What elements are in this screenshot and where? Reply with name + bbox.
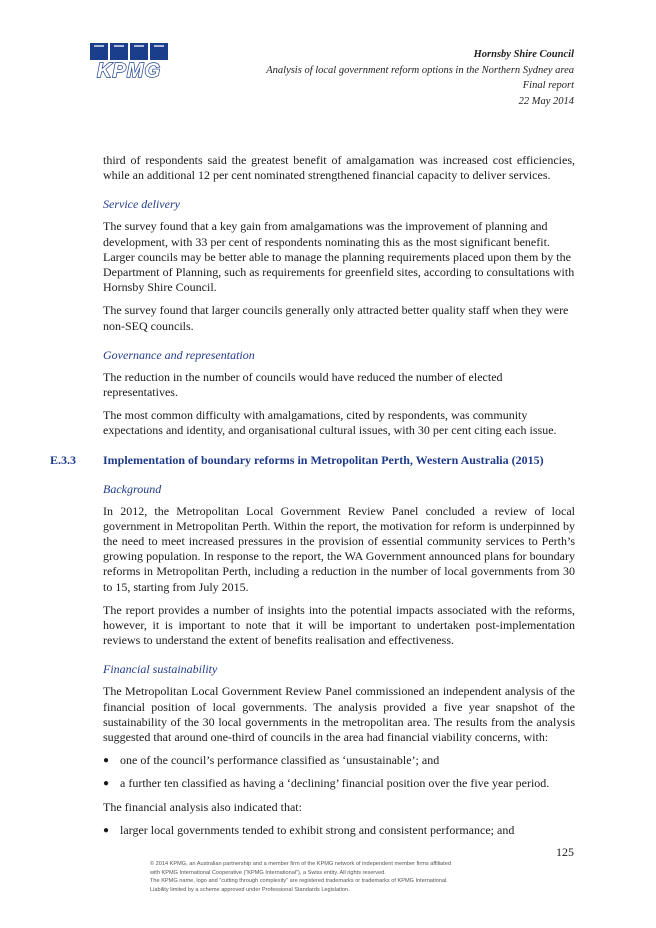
background-paragraph-1: In 2012, the Metropolitan Local Government Review Panel concluded a review of local government in Metropolitan Perth. Within the report, the motivation for reform is underpinned by the need to meet increased pressures in the provision of essential community services to Perth’s growing population. In response to the report, the WA Government announced plans for boundary reforms in Metropolitan Perth, including a reduction in the number of local governments from 30 to 15, starting from July 2015. [103, 503, 575, 594]
logo-text: KPMG [97, 60, 161, 81]
footer-line: Liability limited by a scheme approved under Professional Standards Legislation. [150, 886, 350, 893]
list-item [103, 753, 575, 768]
header-report-type: Final report [522, 80, 574, 91]
header-date: 22 May 2014 [518, 95, 574, 107]
header-subtitle: Analysis of local government reform options in the Northern Sydney area [266, 64, 574, 76]
footer-line: with KPMG International Cooperative (“KPMG International”), a Swiss entity. All rights reserved. [150, 869, 386, 876]
bullet-icon: ● [103, 778, 110, 790]
intro-paragraph: third of respondents said the greatest benefit of amalgamation was increased cost efficiencies, while an additional 12 per cent nominated strengthened financial capacity to deliver services. [103, 153, 575, 183]
footer-line: © 2014 KPMG, an Australian partnership and a member firm of the KPMG network of independent member firms affiliated [150, 861, 451, 867]
footer-copyright [150, 860, 550, 894]
section-title: Implementation of boundary reforms in Metropolitan Perth, Western Australia (2015) [103, 452, 544, 467]
financial-paragraph: The Metropolitan Local Government Review Panel commissioned an independent analysis of the financial position of local governments. The analysis provided a five year snapshot of the sustainability of the 30 local governments in the metropolitan area. The results from the analysis suggested that around one-third of councils in the area had financial viability concerns, with: [103, 684, 575, 745]
header-org: Hornsby Shire Council [473, 49, 574, 60]
governance-paragraph-1: The reduction in the number of councils would have reduced the number of elected representatives. [103, 369, 503, 400]
heading-governance: Governance and representation [103, 347, 255, 362]
list-item [103, 823, 575, 838]
bullet-text: one of the council’s performance classified as ‘unsustainable’; and [120, 753, 440, 768]
heading-financial: Financial sustainability [103, 662, 218, 677]
section-number: E.3.3 [50, 452, 77, 467]
bullet-text: a further ten classified as having a ‘declining’ financial position over the five year period. [120, 776, 550, 791]
list-item [103, 776, 575, 791]
governance-paragraph-2: The most common difficulty with amalgamations, cited by respondents, was community expectations and identity, and organisational cultural issues, with 30 per cent citing each issue. [103, 408, 557, 438]
bullet-icon: ● [103, 824, 110, 836]
document-header [266, 47, 574, 109]
bullet-icon: ● [103, 755, 110, 767]
kpmg-logo [88, 43, 172, 81]
section-heading [50, 453, 575, 468]
page-body [50, 153, 575, 846]
page-number: 125 [556, 845, 574, 859]
heading-background: Background [103, 481, 162, 496]
financial-paragraph-2: The financial analysis also indicated that: [103, 799, 302, 814]
heading-service-delivery: Service delivery [103, 197, 180, 212]
bullet-text: larger local governments tended to exhibit strong and consistent performance; and [120, 822, 515, 837]
service-delivery-paragraph-1: The survey found that a key gain from amalgamations was the improvement of planning and development, with 33 per cent of respondents nominating this as the most significant benefit. Larger councils may be better able to manage the planning requirements placed upon them by the Department of Planning, such as requirements for greenfield sites, according to consultations with Hornsby Shire Council. [103, 219, 575, 295]
service-delivery-paragraph-2: The survey found that larger councils generally only attracted better quality staff when they were non-SEQ councils. [103, 303, 569, 333]
background-paragraph-2: The report provides a number of insights into the potential impacts associated with the reforms, however, it is important to note that it will be important to undertaken post-implementation reviews to understand the extent of benefits realisation and effectiveness. [103, 602, 575, 648]
footer-line: The KPMG name, logo and “cutting through complexity” are registered trademarks or trademarks of KPMG International. [150, 878, 448, 885]
